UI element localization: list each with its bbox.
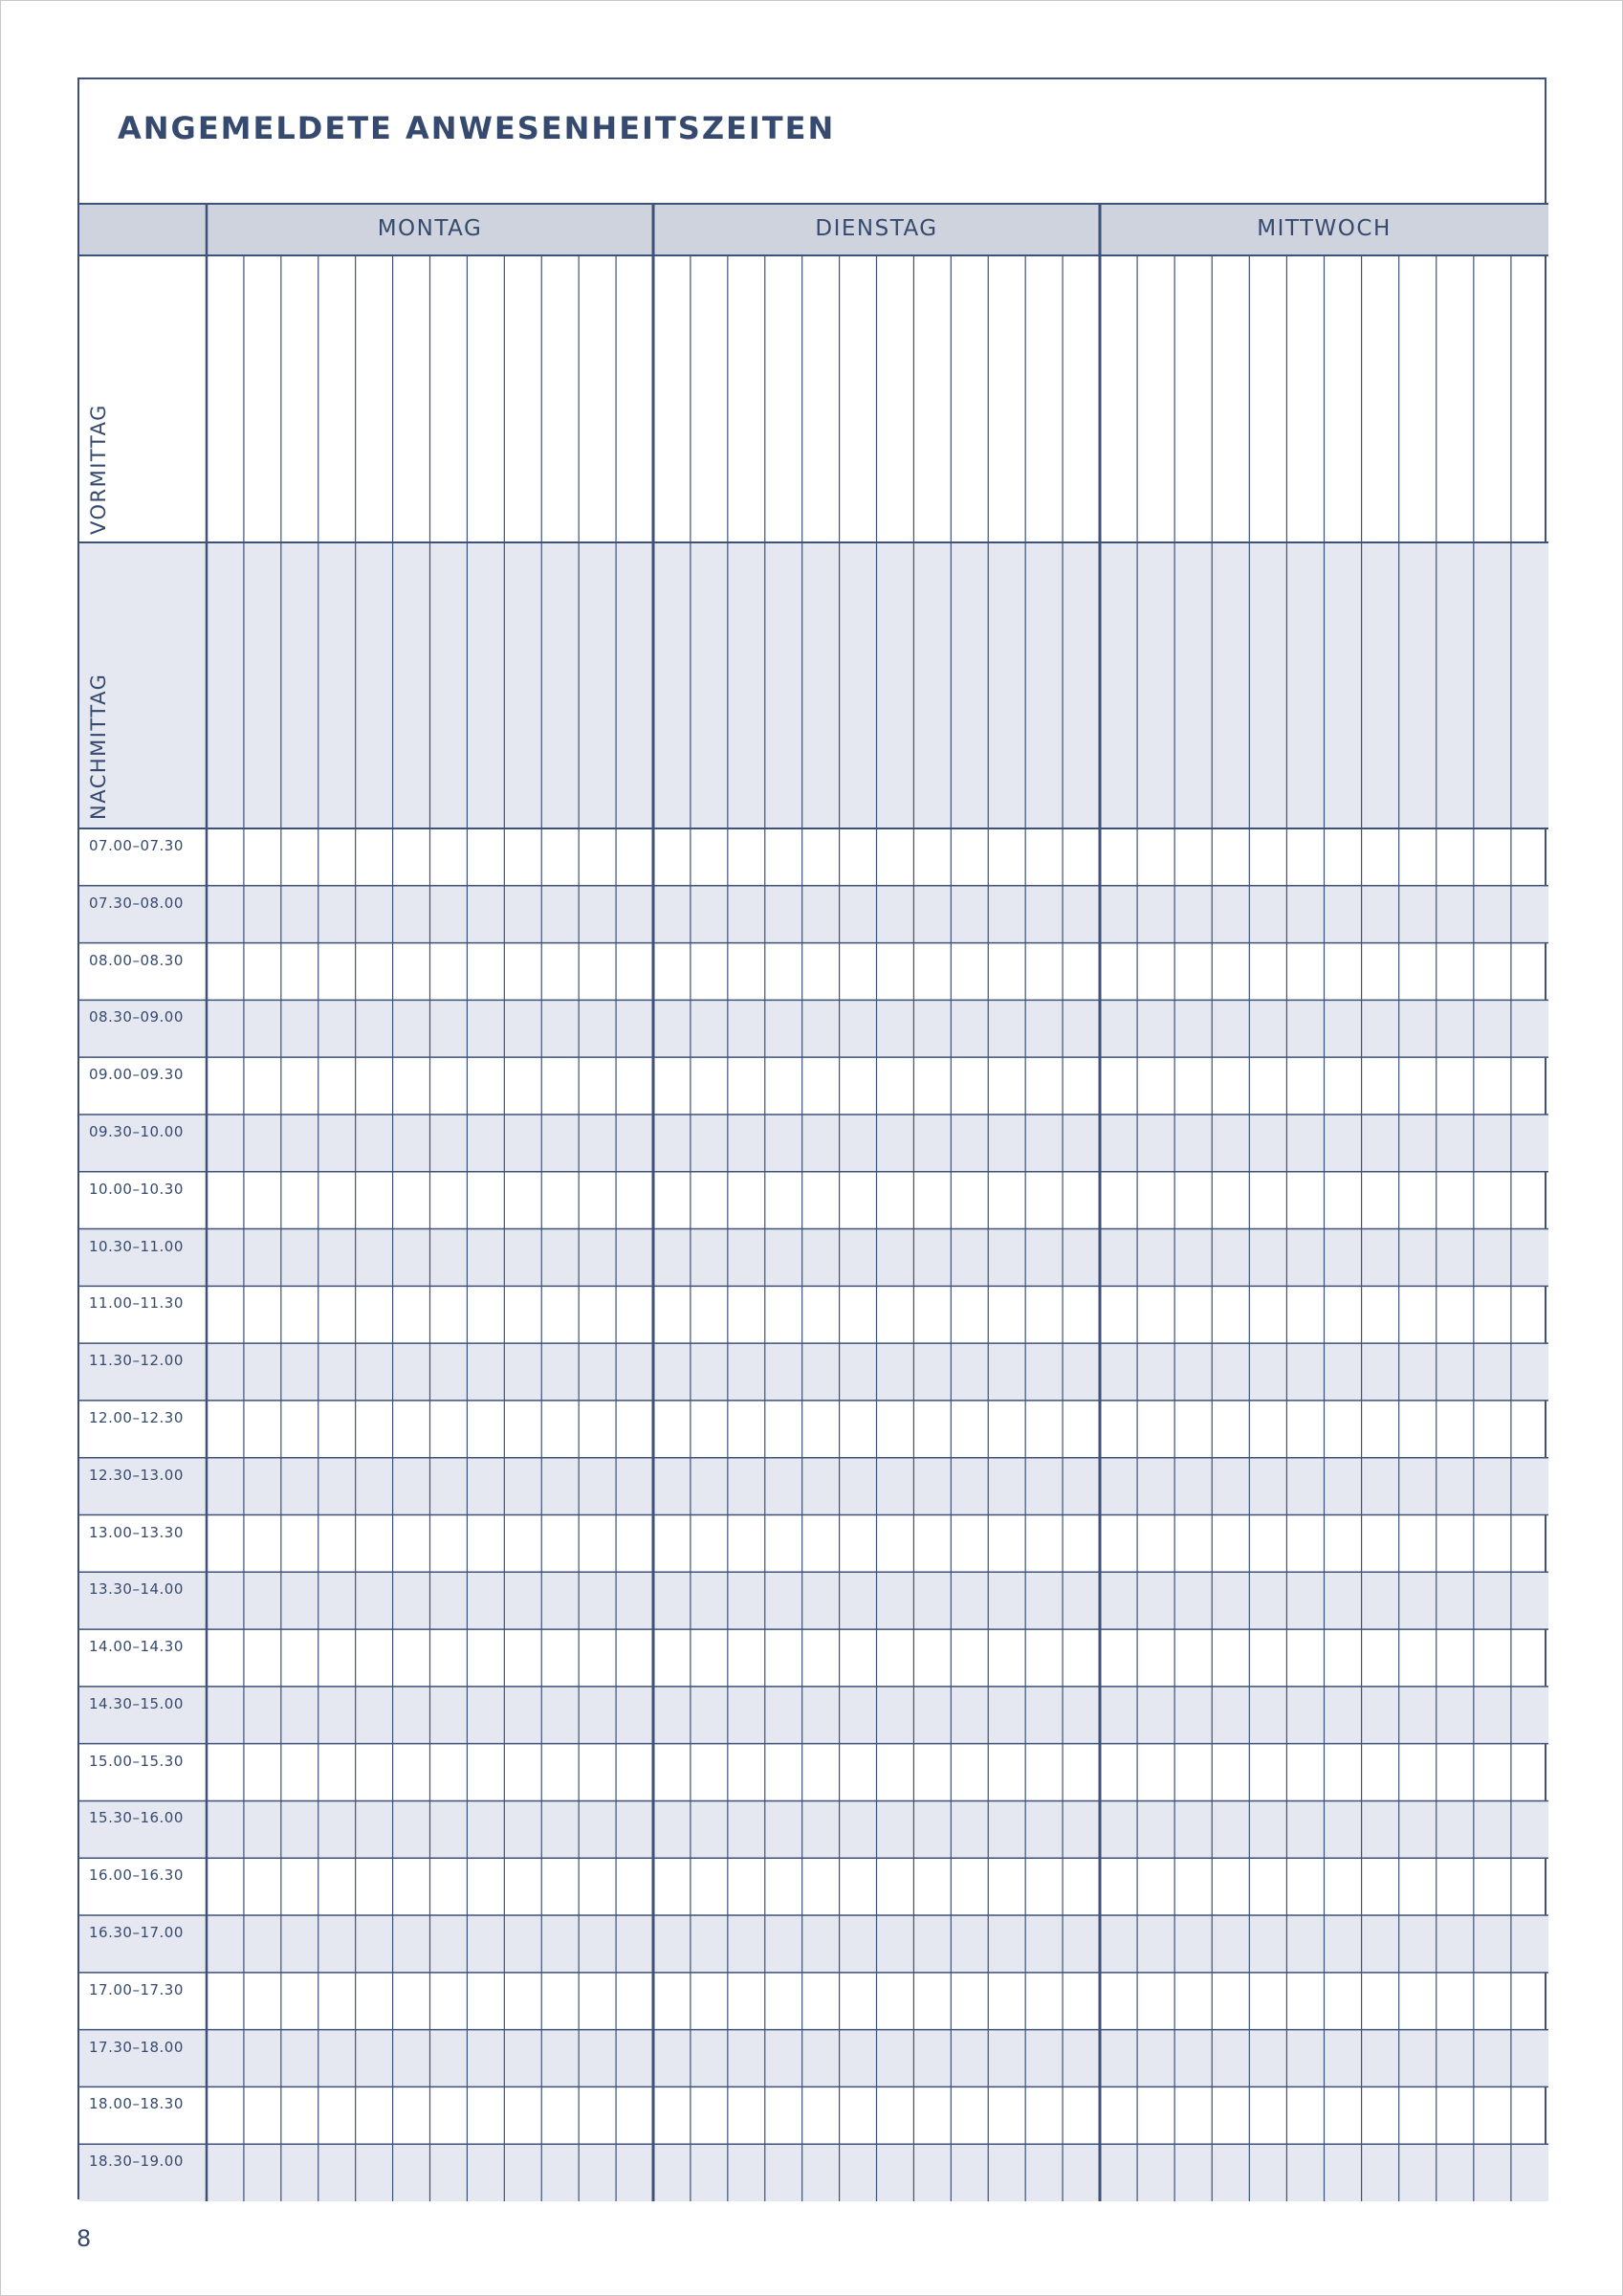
time-slot-label: 07.00–07.30 [89, 837, 184, 854]
time-slot-label: 13.00–13.30 [89, 1523, 184, 1541]
slot-row-stripe [79, 1458, 1548, 1515]
time-slot-label: 13.30–14.00 [89, 1580, 184, 1599]
day-header-montag: MONTAG [377, 216, 483, 241]
slot-row-stripe [79, 1229, 1548, 1287]
nachmittag-band [79, 542, 1548, 828]
day-header-dienstag: DIENSTAG [815, 216, 938, 241]
time-slot-label: 14.30–15.00 [89, 1694, 184, 1712]
period-label-vormittag: VORMITTAG [87, 404, 110, 535]
slot-row-stripe [79, 1115, 1548, 1172]
time-slot-label: 15.00–15.30 [89, 1752, 184, 1770]
time-slot-label: 10.00–10.30 [89, 1180, 184, 1198]
attendance-table [77, 77, 1546, 2199]
time-slot-label: 09.00–09.30 [89, 1066, 184, 1084]
time-slot-label: 11.30–12.00 [89, 1352, 184, 1370]
time-slot-label: 18.30–19.00 [89, 2152, 184, 2171]
time-slot-label: 12.30–13.00 [89, 1466, 184, 1484]
grid-lines [79, 79, 1548, 2201]
slot-row-stripe [79, 1343, 1548, 1401]
time-slot-label: 17.00–17.30 [89, 1980, 184, 1998]
day-header-mittwoch: MITTWOCH [1257, 216, 1392, 241]
time-slot-label: 14.00–14.30 [89, 1638, 184, 1656]
time-slot-label: 08.30–09.00 [89, 1008, 184, 1027]
slot-row-stripe [79, 1572, 1548, 1629]
time-slot-label: 16.30–17.00 [89, 1924, 184, 1942]
time-slot-label: 10.30–11.00 [89, 1237, 184, 1255]
time-slot-label: 09.30–10.00 [89, 1122, 184, 1140]
time-slot-label: 15.30–16.00 [89, 1809, 184, 1827]
slot-row-stripe [79, 2030, 1548, 2087]
page-number: 8 [77, 2225, 92, 2252]
time-slot-label: 18.00–18.30 [89, 2095, 184, 2113]
slot-row-stripe [79, 886, 1548, 943]
time-slot-label: 12.00–12.30 [89, 1408, 184, 1426]
time-slot-label: 17.30–18.00 [89, 2038, 184, 2056]
period-label-nachmittag: NACHMITTAG [87, 673, 110, 820]
page-title: ANGEMELDETE ANWESENHEITSZEITEN [118, 110, 836, 146]
slot-row-stripe [79, 1800, 1548, 1858]
slot-row-stripe [79, 1915, 1548, 1973]
time-slot-label: 16.00–16.30 [89, 1866, 184, 1885]
slot-row-stripe [79, 1000, 1548, 1057]
time-slot-label: 08.00–08.30 [89, 951, 184, 969]
slot-row-stripe [79, 1687, 1548, 1744]
slot-row-stripe [79, 2144, 1548, 2201]
time-slot-label: 07.30–08.00 [89, 894, 184, 912]
time-slot-label: 11.00–11.30 [89, 1294, 184, 1313]
